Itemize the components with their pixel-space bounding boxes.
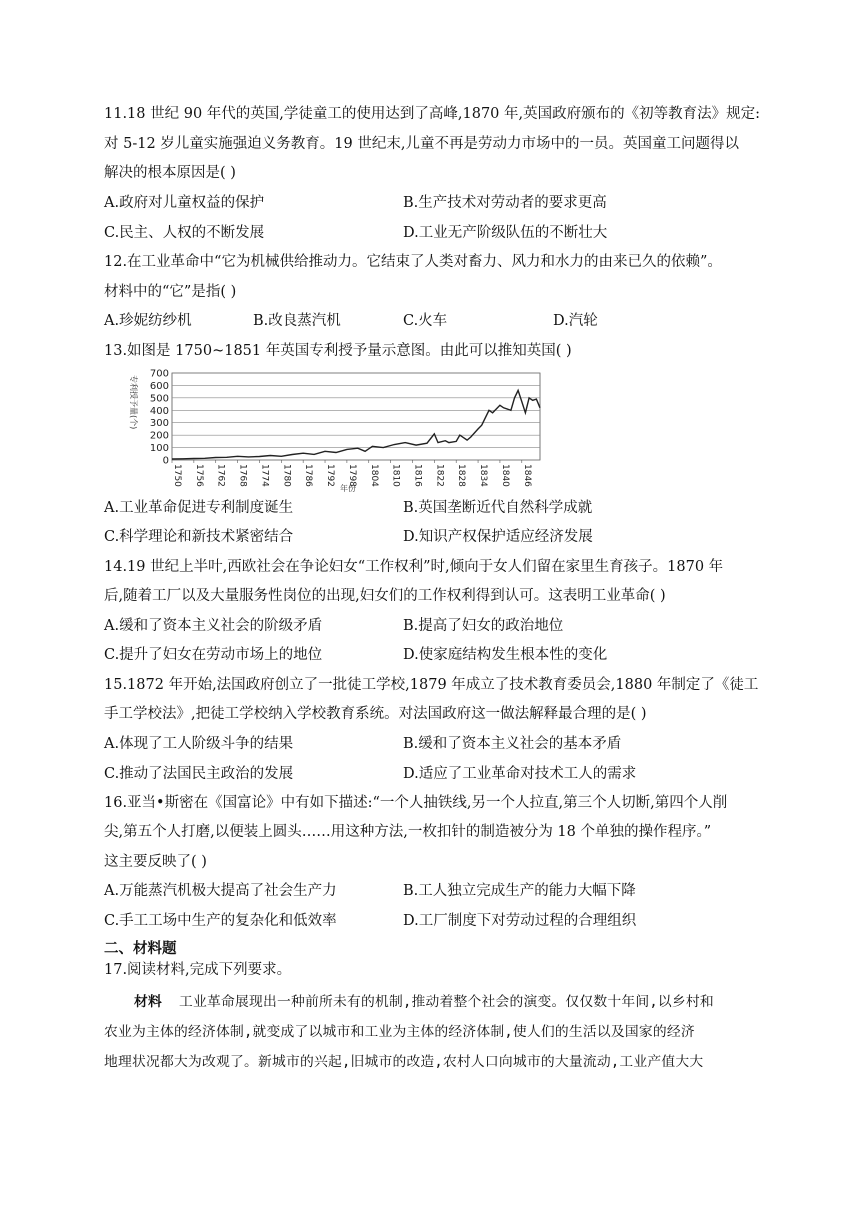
q17-material-line-3: 地理状况都大为改观了。新城市的兴起,旧城市的改造,农村人口向城市的大量流动,工业产值大大 bbox=[104, 1054, 704, 1070]
q14-stem-line-2: 后,随着工厂以及大量服务性岗位的出现,妇女们的工作权利得到认可。这表明工业革命( ) bbox=[104, 588, 666, 604]
q14-option-a[interactable]: A.缓和了资本主义社会的阶级矛盾 bbox=[104, 618, 323, 634]
chart-x-tick-label: 1828 bbox=[456, 464, 467, 487]
q17-stem: 17.阅读材料,完成下列要求。 bbox=[104, 962, 292, 978]
q11-stem-line-1: 11.18 世纪 90 年代的英国,学徒童工的使用达到了高峰,1870 年,英国政府颁布的《初等教育法》规定: bbox=[104, 106, 761, 122]
chart-y-tick-label: 600 bbox=[149, 380, 169, 392]
q16-stem-line-1: 16.亚当•斯密在《国富论》中有如下描述:“一个人抽铁线,另一个人拉直,第三个人切断,第四个人削 bbox=[104, 795, 728, 811]
chart-x-tick-label: 1756 bbox=[193, 464, 204, 487]
q15-option-c[interactable]: C.推动了法国民主政治的发展 bbox=[104, 766, 294, 782]
chart-y-tick-label: 300 bbox=[149, 418, 169, 430]
chart-x-tick-label: 1822 bbox=[434, 464, 445, 487]
q11-option-c[interactable]: C.民主、人权的不断发展 bbox=[104, 225, 265, 241]
q16-option-d[interactable]: D.工厂制度下对劳动过程的合理组织 bbox=[403, 913, 637, 929]
chart-x-tick-label: 1804 bbox=[368, 464, 379, 487]
chart-x-tick-label: 1810 bbox=[390, 464, 401, 487]
chart-y-tick-label: 500 bbox=[149, 393, 169, 405]
chart-x-tick-label: 1840 bbox=[499, 464, 510, 487]
chart-x-tick-label: 1762 bbox=[215, 464, 226, 487]
q15-option-d[interactable]: D.适应了工业革命对技术工人的需求 bbox=[403, 766, 637, 782]
chart-x-tick-label: 1816 bbox=[412, 464, 423, 487]
q17-material-line-2: 农业为主体的经济体制,就变成了以城市和工业为主体的经济体制,使人们的生活以及国家的经济 bbox=[104, 1024, 695, 1040]
q11-option-d[interactable]: D.工业无产阶级队伍的不断壮大 bbox=[403, 225, 608, 241]
q16-stem-line-3: 这主要反映了( ) bbox=[104, 854, 207, 870]
q16-option-b[interactable]: B.工人独立完成生产的能力大幅下降 bbox=[403, 883, 636, 899]
section-2-title: 二、材料题 bbox=[104, 940, 177, 957]
q15-option-b[interactable]: B.缓和了资本主义社会的基本矛盾 bbox=[403, 736, 622, 752]
q12-stem-line-2: 材料中的“它”是指( ) bbox=[104, 284, 237, 300]
q12-option-c[interactable]: C.火车 bbox=[403, 313, 448, 329]
q13-option-a[interactable]: A.工业革命促进专利制度诞生 bbox=[104, 500, 294, 516]
q16-option-a[interactable]: A.万能蒸汽机极大提高了社会生产力 bbox=[104, 883, 337, 899]
q11-stem-line-2: 对 5-12 岁儿童实施强迫义务教育。19 世纪末,儿童不再是劳动力市场中的一员。英国童工问题得以 bbox=[104, 136, 739, 152]
chart-y-tick-label: 0 bbox=[162, 455, 169, 467]
q17-material-line-1 bbox=[134, 992, 714, 1012]
q13-option-d[interactable]: D.知识产权保护适应经济发展 bbox=[403, 529, 593, 545]
chart-y-tick-label: 400 bbox=[149, 405, 169, 417]
patent-grants-chart bbox=[124, 367, 544, 493]
q12-option-a[interactable]: A.珍妮纺纱机 bbox=[104, 313, 192, 329]
q11-option-b[interactable]: B.生产技术对劳动者的要求更高 bbox=[403, 195, 607, 211]
chart-x-tick-label: 1792 bbox=[325, 464, 336, 487]
chart-y-tick-label: 700 bbox=[149, 368, 169, 380]
chart-x-tick-label: 1846 bbox=[521, 464, 532, 487]
chart-x-tick-label: 1786 bbox=[303, 464, 314, 487]
chart-y-axis-label: 专利授予量(个) bbox=[129, 375, 138, 430]
chart-x-tick-label: 1798 bbox=[346, 464, 357, 487]
q17-material-text-1: 工业革命展现出一种前所未有的机制,推动着整个社会的演变。仅仅数十年间,以乡村和 bbox=[179, 994, 714, 1010]
q12-option-b[interactable]: B.改良蒸汽机 bbox=[253, 313, 341, 329]
q14-option-d[interactable]: D.使家庭结构发生根本性的变化 bbox=[403, 647, 608, 663]
q14-option-b[interactable]: B.提高了妇女的政治地位 bbox=[403, 618, 564, 634]
chart-grid bbox=[172, 373, 540, 460]
chart-x-tick-label: 1750 bbox=[172, 464, 182, 487]
chart-series-line bbox=[172, 390, 540, 459]
chart-x-tick-label: 1834 bbox=[478, 464, 489, 487]
chart-x-tick-label: 1780 bbox=[281, 464, 292, 487]
q14-stem-line-1: 14.19 世纪上半叶,西欧社会在争论妇女“工作权利”时,倾向于女人们留在家里生育孩子。1870 年 bbox=[104, 559, 724, 575]
chart-y-ticks bbox=[150, 369, 169, 467]
q12-stem-line-1: 12.在工业革命中“它为机械供给推动力。它结束了人类对畜力、风力和水力的由来已久的依赖”。 bbox=[104, 254, 722, 270]
q13-option-c[interactable]: C.科学理论和新技术紧密结合 bbox=[104, 529, 294, 545]
q12-option-d[interactable]: D.汽轮 bbox=[553, 313, 598, 329]
q16-stem-line-2: 尖,第五个人打磨,以便装上圆头……用这种方法,一枚扣针的制造被分为 18 个单独的操作程序。” bbox=[104, 824, 712, 840]
q15-stem-line-1: 15.1872 年开始,法国政府创立了一批徒工学校,1879 年成立了技术教育委员会,1880 年制定了《徒工 bbox=[104, 677, 759, 693]
chart-x-axis-label: 年份 bbox=[340, 484, 356, 493]
q11-stem-line-3: 解决的根本原因是( ) bbox=[104, 165, 236, 181]
q13-stem-line-1: 13.如图是 1750~1851 年英国专利授予量示意图。由此可以推知英国( ) bbox=[104, 343, 572, 359]
q15-stem-line-2: 手工学校法》,把徒工学校纳入学校教育系统。对法国政府这一做法解释最合理的是( ) bbox=[104, 706, 647, 722]
q13-option-b[interactable]: B.英国垄断近代自然科学成就 bbox=[403, 500, 593, 516]
q17-material-label: 材料 bbox=[134, 994, 162, 1010]
chart-x-tick-label: 1774 bbox=[259, 464, 270, 487]
chart-x-tick-label: 1768 bbox=[237, 464, 248, 487]
chart-y-tick-label: 100 bbox=[149, 443, 169, 455]
q15-option-a[interactable]: A.体现了工人阶级斗争的结果 bbox=[104, 736, 294, 752]
chart-frame bbox=[172, 373, 540, 460]
chart-y-tick-label: 200 bbox=[149, 430, 169, 442]
q11-option-a[interactable]: A.政府对儿童权益的保护 bbox=[104, 195, 265, 211]
q16-option-c[interactable]: C.手工工场中生产的复杂化和低效率 bbox=[104, 913, 337, 929]
q14-option-c[interactable]: C.提升了妇女在劳动市场上的地位 bbox=[104, 647, 323, 663]
